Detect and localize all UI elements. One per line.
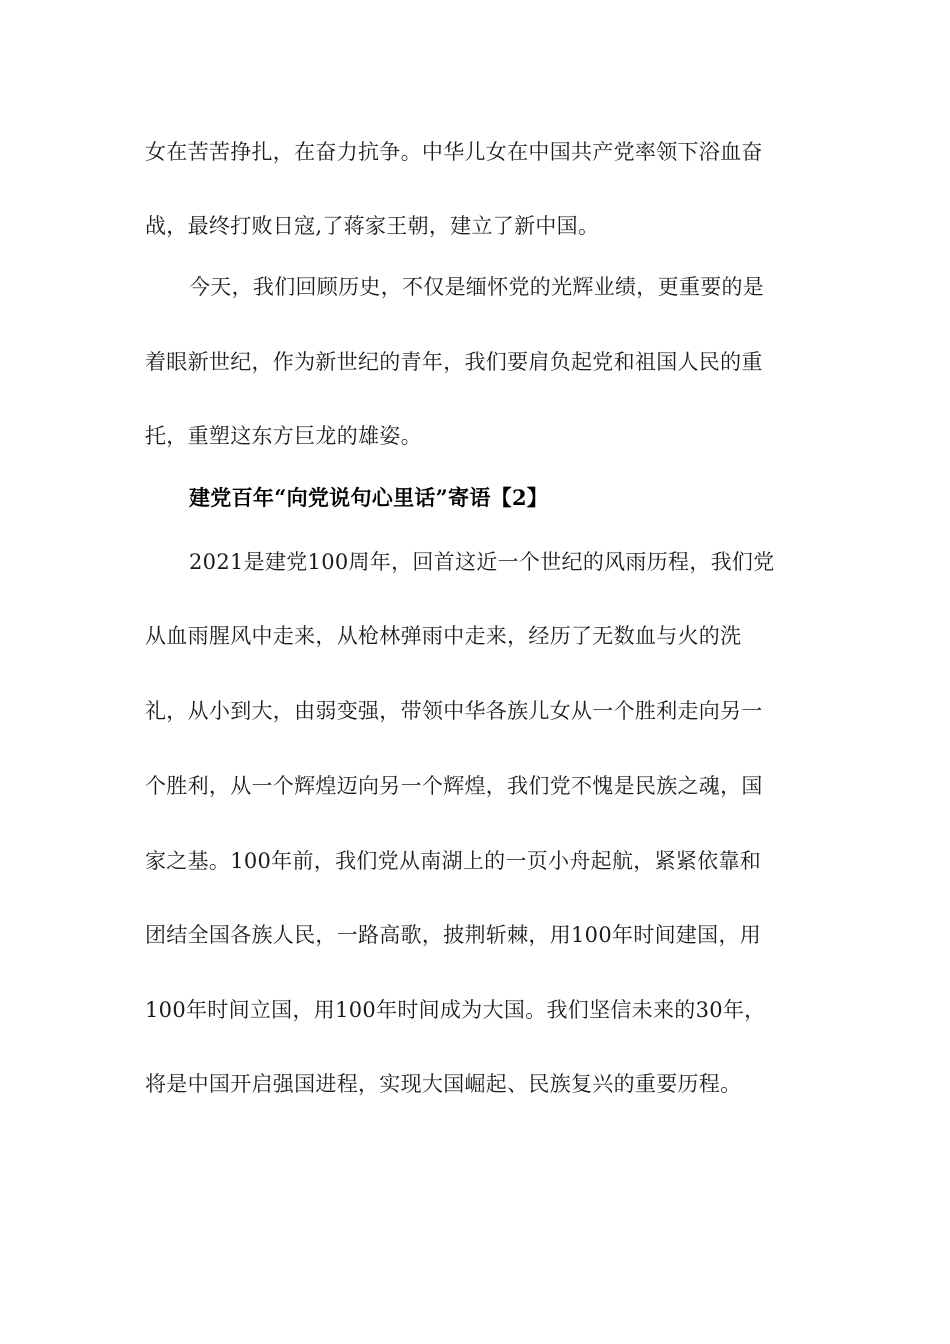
paragraph-line: 团结全国各族人民，一路高歌，披荆斩棘，用100年时间建国，用 — [145, 923, 762, 947]
paragraph-line: 家之基。100年前，我们党从南湖上的一页小舟起航，紧紧依靠和 — [145, 849, 762, 873]
paragraph-line: 战，最终打败日寇,了蒋家王朝，建立了新中国。 — [145, 214, 600, 238]
paragraph-line: 从血雨腥风中走来，从枪林弹雨中走来，经历了无数血与火的洗 — [145, 624, 742, 648]
paragraph-line: 着眼新世纪，作为新世纪的青年，我们要肩负起党和祖国人民的重 — [145, 350, 763, 374]
paragraph-line: 个胜利，从一个辉煌迈向另一个辉煌，我们党不愧是民族之魂，国 — [145, 774, 763, 798]
paragraph-line: 今天，我们回顾历史，不仅是缅怀党的光辉业绩，更重要的是 — [189, 275, 765, 299]
paragraph-line: 礼，从小到大，由弱变强，带领中华各族儿女从一个胜利走向另一 — [145, 699, 763, 723]
paragraph-line: 2021是建党100周年，回首这近一个世纪的风雨历程，我们党 — [189, 550, 775, 574]
paragraph-line: 将是中国开启强国进程，实现大国崛起、民族复兴的重要历程。 — [145, 1072, 742, 1096]
section-heading: 建党百年“向党说句心里话”寄语【2】 — [189, 485, 549, 510]
paragraph-line: 女在苦苦挣扎，在奋力抗争。中华儿女在中国共产党率领下浴血奋 — [145, 140, 763, 164]
paragraph-line: 100年时间立国，用100年时间成为大国。我们坚信未来的30年， — [145, 998, 766, 1022]
paragraph-line: 托，重塑这东方巨龙的雄姿。 — [145, 424, 422, 448]
